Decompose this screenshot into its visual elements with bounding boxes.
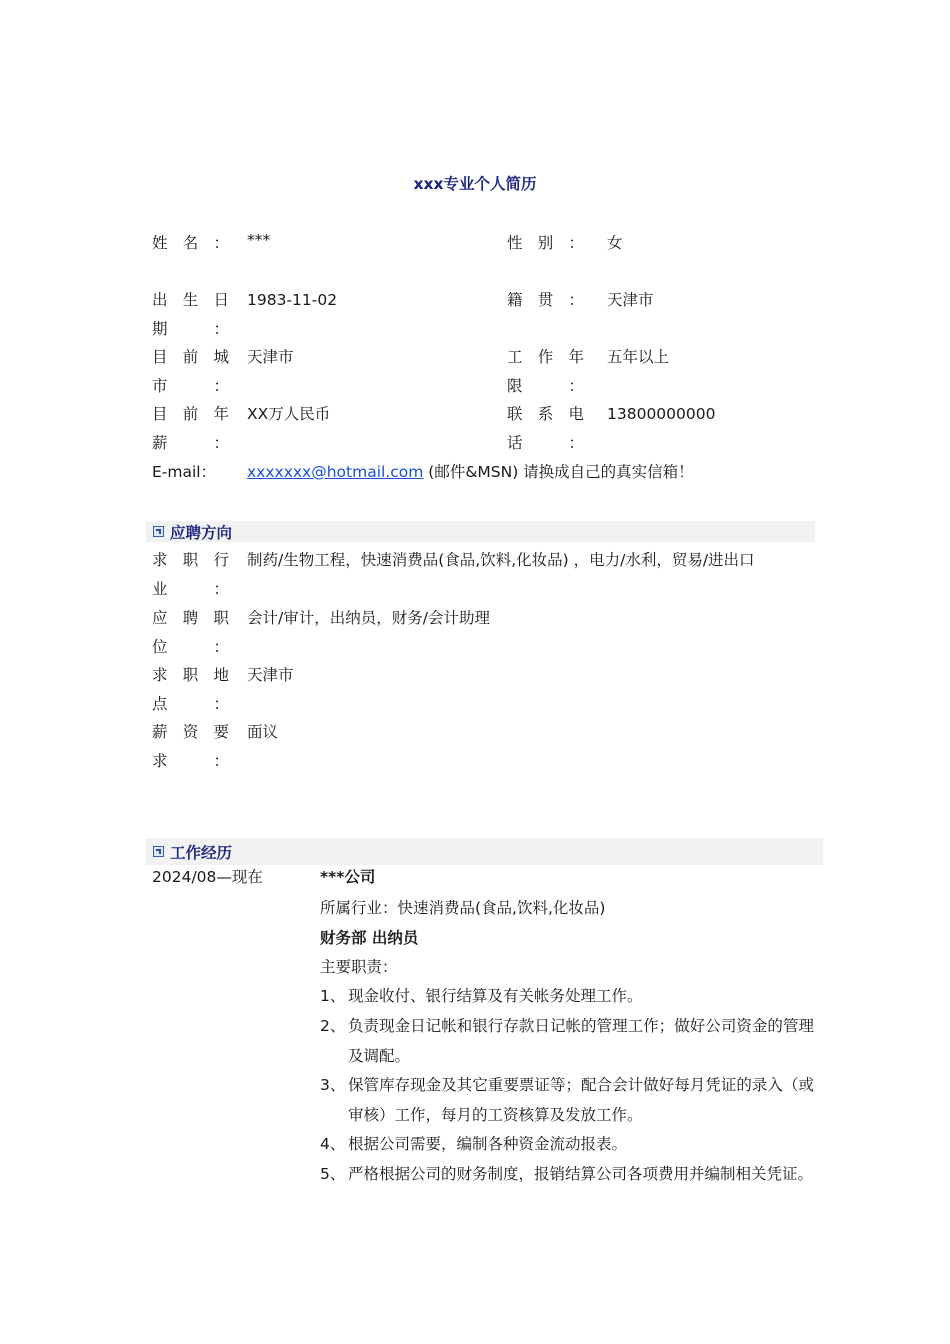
section-title: 应聘方向 — [170, 523, 233, 542]
native-label: 籍贯： — [507, 291, 584, 309]
email-link[interactable]: xxxxxxx@hotmail.com — [247, 463, 424, 481]
gender-value: 女 — [607, 234, 623, 252]
birth-value: 1983-11-02 — [247, 291, 338, 309]
duty-text: 负责现金日记帐和银行存款日记帐的管理工作；做好公司资金的管理及调配。 — [348, 1017, 814, 1065]
company-industry: 所属行业：快速消费品(食品,饮料,化妆品) — [320, 899, 606, 917]
name-label: 姓名： — [152, 234, 229, 252]
email-note: (邮件&MSN) 请换成自己的真实信箱！ — [423, 463, 694, 481]
position-label: 应聘职位： — [152, 609, 229, 656]
job-role: 财务部 出纳员 — [320, 929, 419, 947]
duty-number: 4、 — [320, 1135, 346, 1153]
industry-value: 制药/生物工程，快速消费品(食品,饮料,化妆品) ，电力/水利，贸易/进出口 — [247, 551, 755, 569]
location-value: 天津市 — [247, 666, 294, 684]
section-title: 工作经历 — [170, 843, 233, 862]
section-header-job-intent — [146, 521, 815, 542]
duty-text: 保管库存现金及其它重要票证等；配合会计做好每月凭证的录入（或审核）工作，每月的工资核算及发放工作。 — [348, 1076, 814, 1124]
salary-label: 目前年薪： — [152, 405, 229, 452]
city-label: 目前城市： — [152, 348, 229, 395]
duties-label: 主要职责： — [320, 958, 398, 976]
city-value: 天津市 — [247, 348, 294, 366]
years-value: 五年以上 — [607, 348, 670, 366]
gender-label: 性别： — [507, 234, 584, 252]
page-title: xxx专业个人简历 — [413, 175, 537, 193]
arrow-icon — [153, 846, 164, 857]
duty-number: 2、 — [320, 1017, 346, 1035]
duty-number: 5、 — [320, 1165, 346, 1183]
native-value: 天津市 — [607, 291, 654, 309]
experience-period: 2024/08—现在 — [152, 868, 263, 886]
years-label: 工作年限： — [507, 348, 584, 395]
email-label: E-mail： — [152, 463, 217, 481]
duty-text: 现金收付、银行结算及有关帐务处理工作。 — [348, 987, 643, 1005]
salary-req-label: 薪资要求： — [152, 723, 229, 770]
name-value: *** — [247, 231, 271, 249]
section-header-experience — [146, 838, 823, 865]
industry-label: 求职行业： — [152, 551, 229, 598]
birth-label: 出生日期： — [152, 291, 229, 338]
phone-label: 联系电话： — [507, 405, 584, 452]
arrow-icon — [153, 526, 164, 537]
duty-text: 严格根据公司的财务制度，报销结算公司各项费用并编制相关凭证。 — [348, 1165, 814, 1183]
company-name: ***公司 — [320, 868, 376, 886]
salary-req-value: 面议 — [247, 723, 279, 741]
location-label: 求职地点： — [152, 666, 229, 713]
duty-number: 3、 — [320, 1076, 346, 1094]
salary-value: XX万人民币 — [247, 405, 331, 423]
position-value: 会计/审计，出纳员，财务/会计助理 — [247, 609, 490, 627]
duty-number: 1、 — [320, 987, 346, 1005]
duty-text: 根据公司需要，编制各种资金流动报表。 — [348, 1135, 628, 1153]
phone-value: 13800000000 — [607, 405, 716, 423]
